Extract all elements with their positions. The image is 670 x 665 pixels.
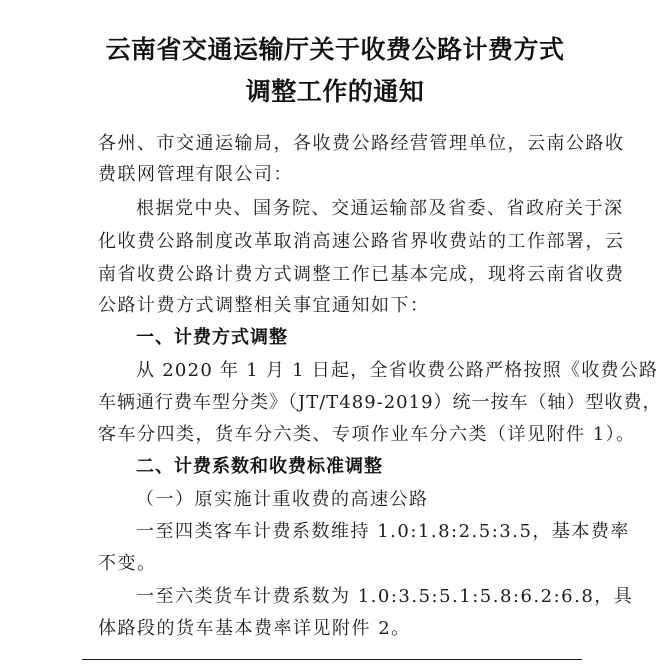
addressee-line1: 各州、市交通运输局，各收费公路经营管理单位，云南公路收 bbox=[98, 133, 625, 154]
section1-line3: 客车分四类，货车分六类、专项作业车分六类（详见附件 1）。 bbox=[98, 424, 636, 445]
document-title-line2: 调整工作的通知 bbox=[245, 77, 425, 106]
section2-heading: 二、计费系数和收费标准调整 bbox=[136, 456, 383, 477]
passenger-coefficient-line2: 不变。 bbox=[98, 553, 157, 574]
page-bottom-rule bbox=[82, 659, 582, 660]
addressee-line2: 费联网管理有限公司： bbox=[98, 164, 293, 185]
subsection1-heading: （一）原实施计重收费的高速公路 bbox=[136, 489, 429, 510]
intro-line2: 化收费公路制度改革取消高速公路省界收费站的工作部署，云 bbox=[98, 231, 625, 252]
intro-line3: 南省收费公路计费方式调整工作已基本完成，现将云南省收费 bbox=[98, 264, 625, 285]
section1-line1: 从 2020 年 1 月 1 日起，全省收费公路严格按照《收费公路 bbox=[136, 360, 659, 381]
intro-line1: 根据党中央、国务院、交通运输部及省委、省政府关于深 bbox=[136, 198, 624, 219]
passenger-coefficient-line1: 一至四类客车计费系数维持 1.0:1.8:2.5:3.5，基本费率 bbox=[136, 521, 630, 542]
section1-line2: 车辆通行费车型分类》（JT/T489-2019）统一按车（轴）型收费， bbox=[98, 392, 662, 413]
document-title-line1: 云南省交通运输厅关于收费公路计费方式 bbox=[105, 35, 565, 64]
truck-coefficient-line2: 体路段的货车基本费率详见附件 2。 bbox=[98, 618, 411, 639]
intro-line4: 公路计费方式调整相关事宜通知如下： bbox=[98, 295, 430, 316]
truck-coefficient-line1: 一至六类货车计费系数为 1.0:3.5:5.1:5.8:6.2:6.8，具 bbox=[136, 586, 634, 607]
section1-heading: 一、计费方式调整 bbox=[136, 327, 288, 348]
